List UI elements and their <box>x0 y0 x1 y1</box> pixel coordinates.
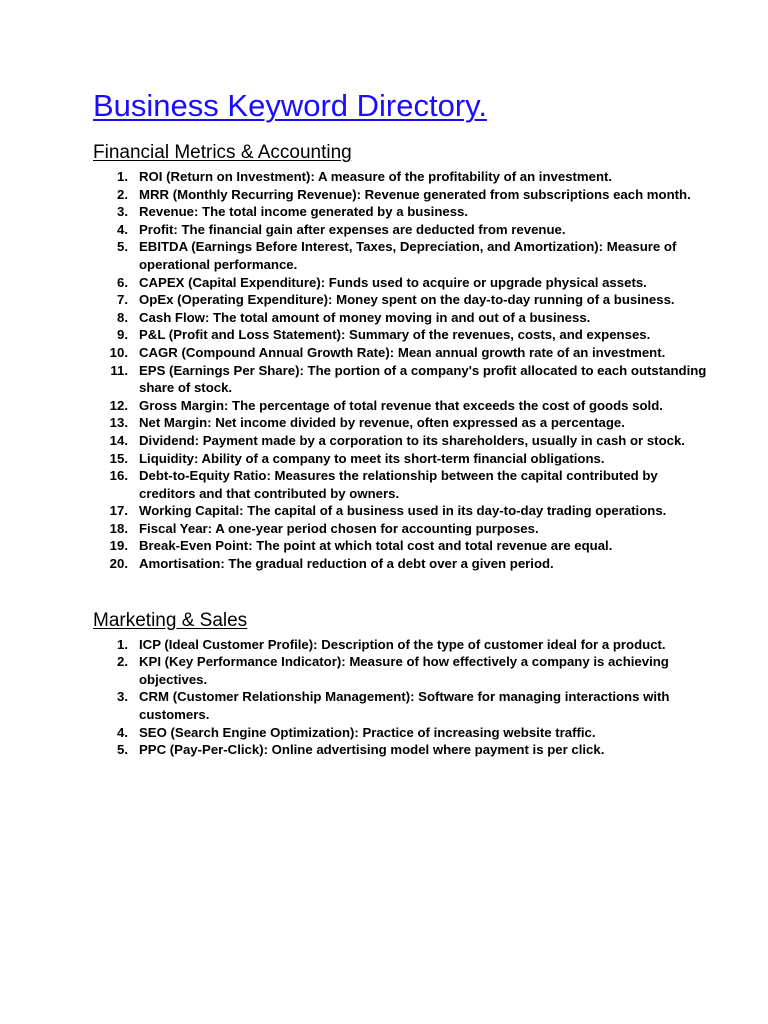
list-item <box>93 653 708 688</box>
list-item-text: KPI (Key Performance Indicator): Measure of how effectively a company is achieving objectives. <box>139 654 669 687</box>
list-item-text: CAGR (Compound Annual Growth Rate): Mean annual growth rate of an investment. <box>139 344 666 360</box>
list-item-text: Working Capital: The capital of a business used in its day-to-day trading operations. <box>139 503 667 519</box>
list-item-number: 1. <box>117 636 128 652</box>
list-item-number: 11. <box>110 362 128 378</box>
section-heading-financial: Financial Metrics & Accounting <box>93 142 352 163</box>
list-item <box>93 636 708 654</box>
list-item-number: 1. <box>117 169 128 184</box>
list-item-text: PPC (Pay-Per-Click): Online advertising model where payment is per click. <box>139 742 605 758</box>
list-item-text: MRR (Monthly Recurring Revenue): Revenue generated from subscriptions each month. <box>139 186 691 202</box>
list-item-number: 12. <box>109 397 128 413</box>
list-item <box>93 221 708 239</box>
list-item <box>93 450 708 468</box>
list-item-number: 4. <box>117 724 128 740</box>
list-item-text: Cash Flow: The total amount of money moving in and out of a business. <box>139 309 591 325</box>
list-item-number: 7. <box>117 292 128 308</box>
list-item-text: Net Margin: Net income divided by revenue, often expressed as a percentage. <box>139 415 625 431</box>
list-item <box>93 502 708 520</box>
list-item <box>93 555 708 573</box>
section-heading-marketing: Marketing & Sales <box>93 609 248 631</box>
list-item-number: 14. <box>109 432 128 448</box>
list-item-text: EPS (Earnings Per Share): The portion of a company's profit allocated to each outstanding share of stock. <box>139 362 707 396</box>
financial-keyword-list <box>93 168 708 573</box>
list-item <box>93 741 708 759</box>
list-item-text: P&L (Profit and Loss Statement): Summary of the revenues, costs, and expenses. <box>139 327 651 343</box>
list-item-text: ICP (Ideal Customer Profile): Description of the type of customer ideal for a product. <box>139 636 666 652</box>
page-title[interactable]: Business Keyword Directory. <box>93 88 487 123</box>
list-item-text: Revenue: The total income generated by a business. <box>139 204 469 220</box>
list-item <box>93 414 708 432</box>
list-item-text: Debt-to-Equity Ratio: Measures the relationship between the capital contributed by creditors and that contributed by owners. <box>139 468 658 501</box>
list-item <box>93 203 708 221</box>
list-item <box>93 362 708 397</box>
list-item <box>93 168 708 186</box>
list-item <box>93 186 708 204</box>
list-item <box>93 309 708 327</box>
list-item <box>93 274 708 292</box>
list-item-number: 9. <box>117 327 128 343</box>
list-item-text: Profit: The financial gain after expenses are deducted from revenue. <box>139 221 566 237</box>
list-item-number: 5. <box>117 742 128 758</box>
list-item <box>93 291 708 309</box>
list-item-number: 19. <box>109 538 128 554</box>
list-item <box>93 326 708 344</box>
list-item-number: 6. <box>117 274 128 290</box>
list-item-number: 10. <box>109 344 128 360</box>
list-item-text: CRM (Customer Relationship Management): Software for managing interactions with customers. <box>139 689 670 723</box>
list-item <box>93 467 708 502</box>
list-item-text: Fiscal Year: A one-year period chosen for accounting purposes. <box>139 520 539 536</box>
list-item-number: 15. <box>109 450 128 466</box>
list-item-number: 5. <box>117 239 128 255</box>
list-item-number: 3. <box>117 204 128 220</box>
list-item-text: Gross Margin: The percentage of total revenue that exceeds the cost of goods sold. <box>139 397 663 413</box>
marketing-keyword-list <box>93 636 708 759</box>
list-item-text: EBITDA (Earnings Before Interest, Taxes, Depreciation, and Amortization): Measure of operational performance. <box>139 239 677 272</box>
list-item-number: 3. <box>117 689 128 705</box>
list-item-text: SEO (Search Engine Optimization): Practice of increasing website traffic. <box>139 724 596 740</box>
list-item-text: Liquidity: Ability of a company to meet its short-term financial obligations. <box>139 450 605 466</box>
list-item-number: 8. <box>117 309 128 325</box>
list-item-text: Amortisation: The gradual reduction of a debt over a given period. <box>139 556 554 572</box>
list-item-number: 17. <box>109 503 128 519</box>
list-item-text: CAPEX (Capital Expenditure): Funds used to acquire or upgrade physical assets. <box>139 274 647 290</box>
list-item <box>93 238 708 273</box>
list-item-text: OpEx (Operating Expenditure): Money spent on the day-to-day running of a business. <box>139 292 675 308</box>
list-item <box>93 724 708 742</box>
list-item-number: 20. <box>109 556 128 572</box>
list-item <box>93 344 708 362</box>
list-item-number: 4. <box>117 221 128 237</box>
list-item-number: 2. <box>117 654 128 670</box>
list-item-text: ROI (Return on Investment): A measure of the profitability of an investment. <box>139 169 613 184</box>
list-item-number: 2. <box>117 186 128 202</box>
list-item-text: Dividend: Payment made by a corporation to its shareholders, usually in cash or stock. <box>139 432 685 448</box>
list-item-number: 18. <box>109 520 128 536</box>
list-item <box>93 432 708 450</box>
list-item <box>93 520 708 538</box>
list-item <box>93 537 708 555</box>
list-item <box>93 397 708 415</box>
list-item-text: Break-Even Point: The point at which total cost and total revenue are equal. <box>139 538 613 554</box>
list-item-number: 13. <box>109 415 128 431</box>
list-item <box>93 688 708 723</box>
list-item-number: 16. <box>109 468 128 484</box>
